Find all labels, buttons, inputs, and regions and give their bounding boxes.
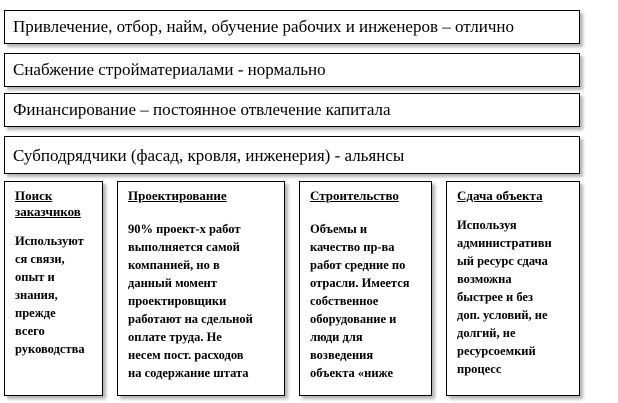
- box-construction-body: Объемы и качество пр-ва работ средние по отрасли. Имеется собственное оборудование и люди для возведения объекта «ниже: [310, 222, 410, 380]
- box-construction: [299, 181, 432, 396]
- box-design-body: 90% проект-х работ выполняется самой компанией, но в данный момент проектировщики работают на сдельной оплате труда. Не несем пост. расходов на содержание штата: [128, 222, 253, 380]
- box-customer-search-body: Используют ся связи, опыт и знания, прежде всего руководства: [15, 234, 85, 356]
- box-design-title: Проектирование: [128, 188, 227, 203]
- bar-financing: Финансирование – постоянное отвлечение капитала: [4, 93, 580, 127]
- box-handover-body: Используя административн ый ресурс сдача возможна быстрее и без доп. условий, не долгий, не ресурсоемкий процесс: [457, 218, 552, 376]
- box-customer-search-title: Поиск заказчиков: [15, 188, 81, 219]
- box-customer-search: [4, 181, 103, 396]
- bar-supply: Снабжение стройматериалами - нормально: [4, 53, 580, 87]
- box-design: [117, 181, 285, 396]
- box-handover-title: Сдача объекта: [457, 188, 543, 203]
- box-construction-title: Строительство: [310, 188, 399, 203]
- bar-subcontractors: Субподрядчики (фасад, кровля, инженерия) - альянсы: [4, 136, 580, 174]
- bar-recruitment: Привлечение, отбор, найм, обучение рабочих и инженеров – отлично: [4, 10, 580, 44]
- box-handover: [446, 181, 580, 396]
